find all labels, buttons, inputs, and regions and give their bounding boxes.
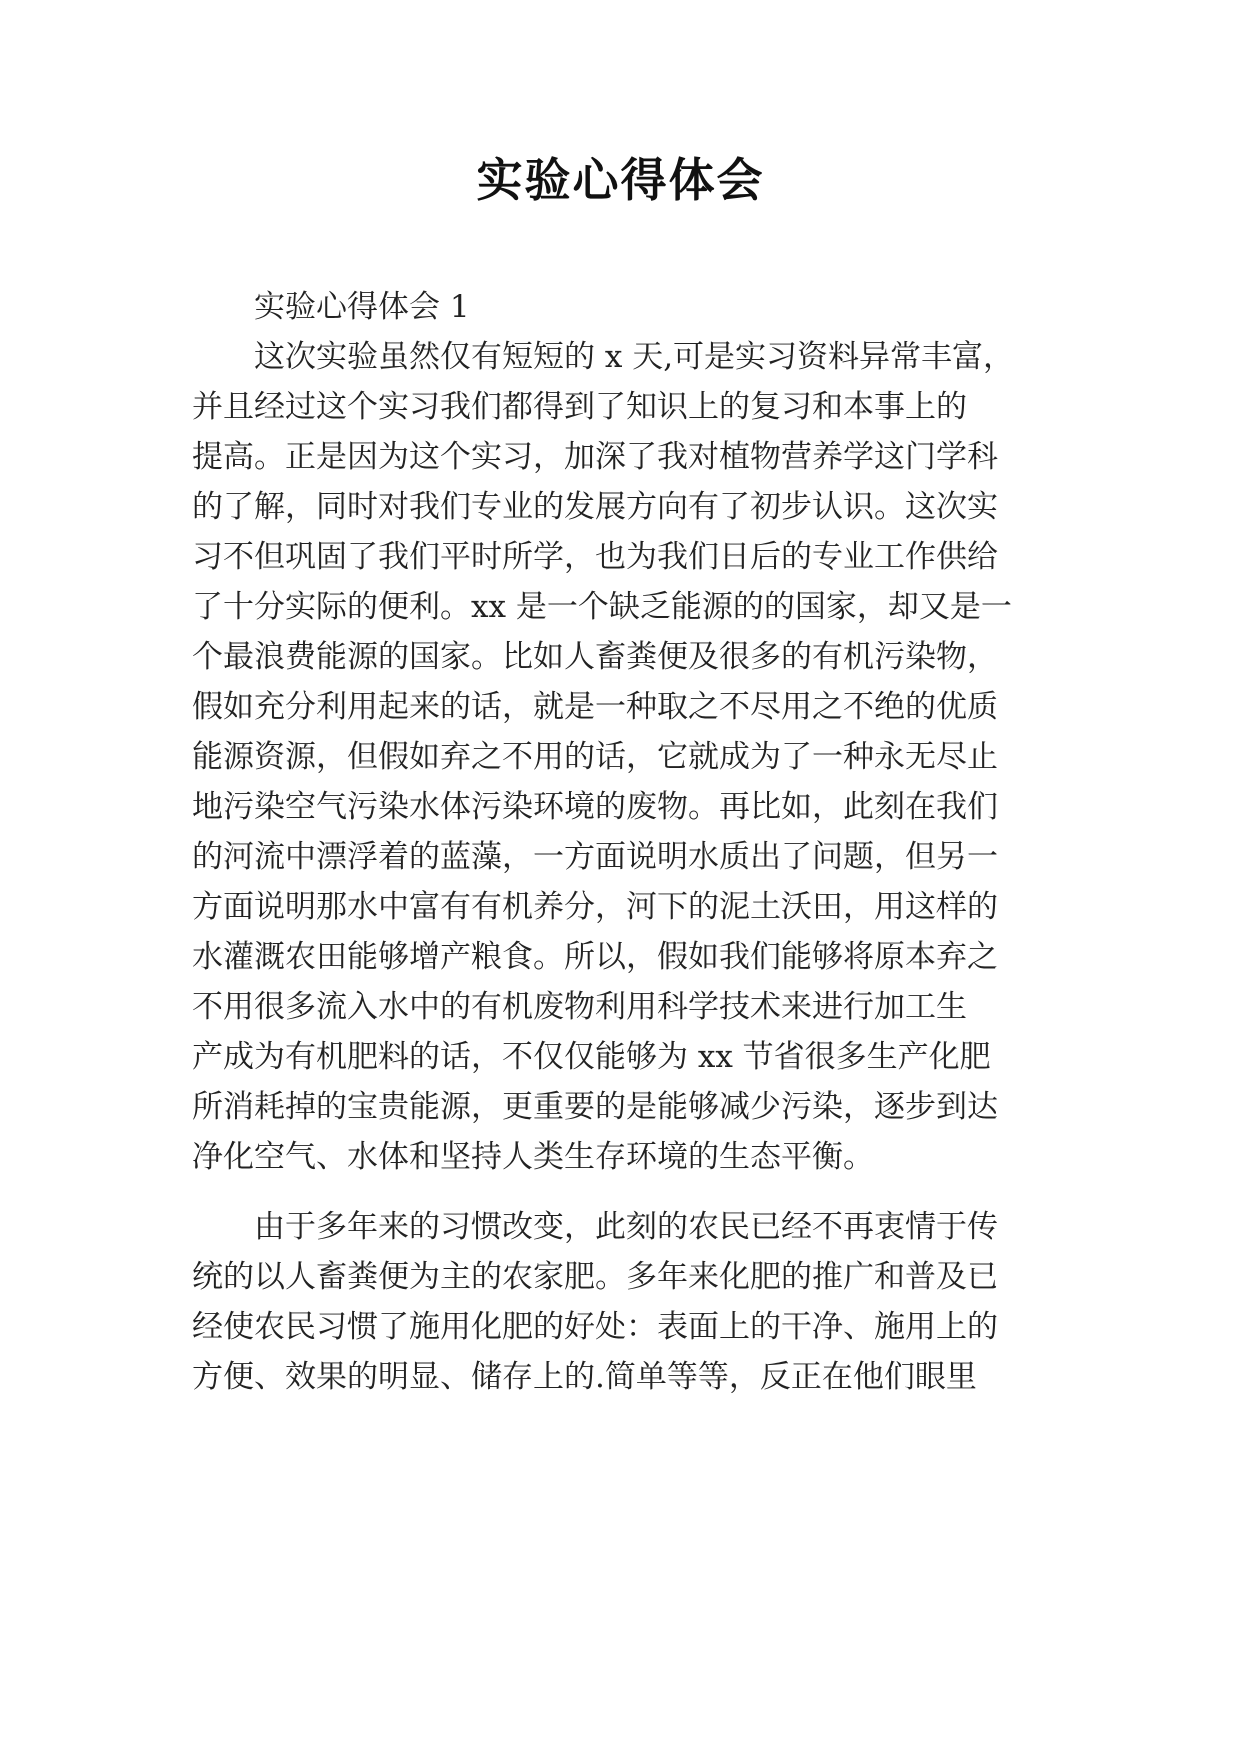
paragraph-line: 假如充分利用起来的话，就是一种取之不尽用之不绝的优质 [192,689,998,725]
paragraph-line: 产成为有机肥料的话，不仅仅能够为 xx 节省很多生产化肥 [192,1039,991,1075]
paragraph-line: 净化空气、水体和坚持人类生存环境的生态平衡。 [192,1139,874,1175]
paragraph-line: 方面说明那水中富有有机养分，河下的泥土沃田，用这样的 [192,889,998,925]
section-heading: 实验心得体会 1 [254,289,470,325]
paragraph-line: 不用很多流入水中的有机废物利用科学技术来进行加工生 [192,989,967,1025]
paragraph-line: 所消耗掉的宝贵能源，更重要的是能够减少污染，逐步到达 [192,1089,998,1125]
paragraph-spacer [192,1182,1072,1202]
paragraph-2 [192,1202,1072,1402]
paragraph-line: 习不但巩固了我们平时所学，也为我们日后的专业工作供给 [192,539,998,575]
paragraph-1 [192,332,1072,1182]
paragraph-line: 个最浪费能源的国家。比如人畜粪便及很多的有机污染物， [192,639,998,675]
paragraph-line: 方便、效果的明显、储存上的.简单等等，反正在他们眼里 [192,1359,977,1395]
paragraph-line: 并且经过这个实习我们都得到了知识上的复习和本事上的 [192,389,967,425]
paragraph-line: 水灌溉农田能够增产粮食。所以，假如我们能够将原本弃之 [192,939,998,975]
paragraph-line: 统的以人畜粪便为主的农家肥。多年来化肥的推广和普及已 [192,1259,998,1295]
paragraph-line: 由于多年来的习惯改变，此刻的农民已经不再衷情于传 [254,1209,998,1245]
paragraph-line: 了十分实际的便利。xx 是一个缺乏能源的的国家，却又是一 [192,589,1012,625]
paragraph-line: 的了解，同时对我们专业的发展方向有了初步认识。这次实 [192,489,998,525]
paragraph-line: 能源资源，但假如弃之不用的话，它就成为了一种永无尽止 [192,739,998,775]
paragraph-line: 地污染空气污染水体污染环境的废物。再比如，此刻在我们 [192,789,998,825]
paragraph-line: 这次实验虽然仅有短短的 x 天,可是实习资料异常丰富， [254,339,1015,375]
paragraph-line: 经使农民习惯了施用化肥的好处：表面上的干净、施用上的 [192,1309,998,1345]
document-title: 实验心得体会 [476,153,765,207]
document-body [192,282,1072,1402]
paragraph-line: 提高。正是因为这个实习，加深了我对植物营养学这门学科 [192,439,998,475]
paragraph-line: 的河流中漂浮着的蓝藻，一方面说明水质出了问题，但另一 [192,839,998,875]
